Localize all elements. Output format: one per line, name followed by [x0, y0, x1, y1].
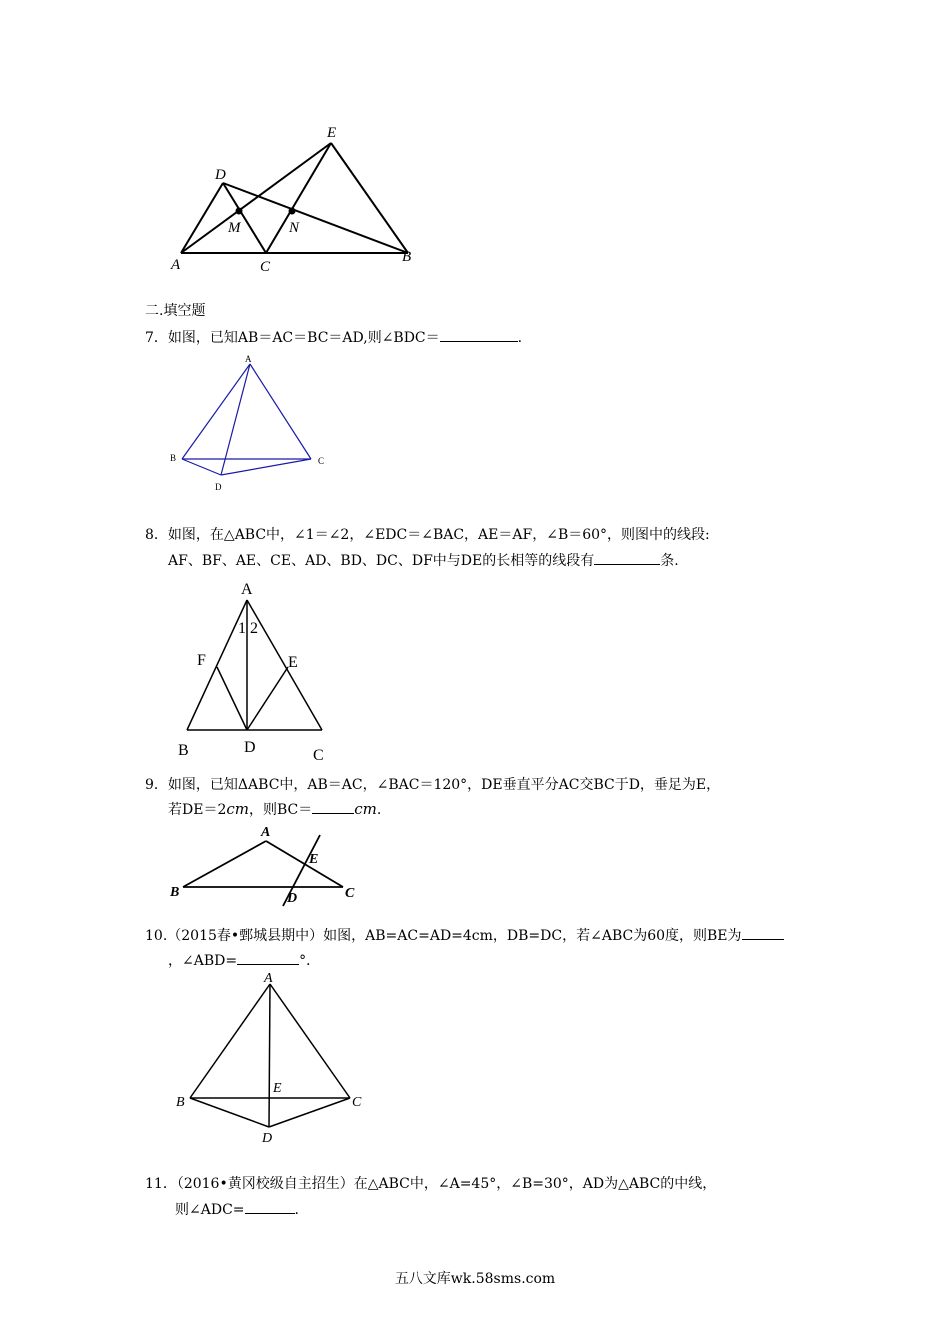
- label-b: B: [170, 885, 180, 900]
- q7-text: 如图，已知AB＝AC＝BC＝AD,则∠BDC＝: [167, 330, 440, 346]
- label-d: D: [262, 1131, 273, 1146]
- label-b: B: [176, 1095, 185, 1110]
- q11-line2-pre: 则∠ADC=: [175, 1202, 245, 1218]
- q8-number: 8．: [145, 527, 168, 543]
- label-c: C: [352, 1095, 362, 1110]
- label-a: A: [171, 257, 181, 273]
- figure-q6: [165, 120, 425, 275]
- label-d: D: [287, 891, 298, 906]
- question-9-line1: [145, 775, 720, 795]
- footer-text: 五八文库wk.58sms.com: [394, 1271, 556, 1287]
- label-e: E: [288, 654, 298, 671]
- figure-q7: [160, 350, 340, 500]
- label-n: N: [289, 220, 300, 236]
- q8-line2-pre: AF、BF、AE、CE、AD、BD、DC、DF中与DE的长相等的线段有: [168, 553, 595, 569]
- label-m: M: [228, 220, 241, 236]
- label-b: B: [402, 249, 412, 265]
- label-b: B: [178, 742, 189, 759]
- label-c: C: [313, 747, 324, 764]
- q8-line1: 如图，在△ABC中，∠1＝∠2，∠EDC＝∠BAC，AE＝AF，∠B＝60°，则图中的线段:: [167, 527, 710, 543]
- q10-line2-pre: ，∠ABD=: [168, 953, 238, 969]
- label-c: C: [318, 456, 325, 466]
- question-10-line1: [145, 925, 784, 946]
- q11-answer-blank[interactable]: [245, 1199, 295, 1214]
- q11-line2-end: .: [294, 1202, 299, 1218]
- section-title: 二.填空题: [145, 303, 206, 319]
- label-d: D: [244, 739, 256, 756]
- q10-number: 10.: [145, 928, 168, 944]
- q10-line2-post: °．: [299, 953, 321, 969]
- q7-answer-blank[interactable]: [440, 327, 518, 342]
- q9-line2-mid: ，则BC＝: [248, 802, 313, 818]
- question-9-line2: [168, 799, 381, 820]
- q9-answer-blank[interactable]: [312, 799, 354, 814]
- q9-line2-end: .: [376, 802, 382, 818]
- label-d: D: [215, 167, 226, 183]
- question-8-line1: [145, 525, 710, 545]
- figure-q9: [165, 820, 365, 908]
- q10-answer-blank-be[interactable]: [742, 925, 784, 940]
- figure-q10: [170, 970, 370, 1150]
- question-8-line2: [168, 550, 679, 571]
- label-a: A: [241, 581, 253, 598]
- q9-line1: 如图，已知ΔABC中，AB＝AC，∠BAC＝120°，DE垂直平分AC交BC于D，垂足为E，: [167, 777, 721, 793]
- label-e: E: [327, 125, 337, 141]
- label-e: E: [309, 852, 319, 867]
- label-a: A: [261, 825, 271, 840]
- question-11-line1: [145, 1174, 716, 1194]
- q8-line2-post: 条.: [660, 553, 679, 569]
- q8-answer-blank[interactable]: [594, 550, 660, 565]
- figure-q6-lines: [181, 143, 408, 253]
- label-c: C: [260, 259, 271, 275]
- question-11-line2: [175, 1199, 299, 1220]
- label-f: F: [197, 652, 206, 669]
- label-d: D: [215, 482, 222, 492]
- label-b: B: [170, 453, 177, 463]
- q9-unit: cm: [226, 800, 249, 818]
- question-10-line2: [168, 950, 320, 971]
- label-c: C: [345, 886, 355, 901]
- figure-q8: [170, 578, 340, 768]
- label-angle-1: 1: [238, 620, 246, 637]
- q11-number: 11．: [145, 1176, 177, 1192]
- label-e: E: [273, 1081, 282, 1096]
- q7-number: 7．: [145, 330, 168, 346]
- label-angle-2: 2: [250, 620, 258, 637]
- q10-answer-blank-abd[interactable]: [237, 950, 299, 965]
- point-m: [236, 208, 243, 215]
- q9-line2-pre: 若DE＝2: [168, 802, 227, 818]
- q11-line1: （2016•黄冈校级自主招生）在△ABC中，∠A=45°，∠B=30°，AD为△ABC的中线，: [176, 1176, 717, 1192]
- q10-line1: （2015春•鄄城县期中）如图，AB=AC=AD=4cm，DB=DC，若∠ABC为60度，则BE为: [167, 928, 742, 944]
- point-n: [289, 208, 296, 215]
- question-7: [145, 327, 522, 348]
- label-a: A: [264, 971, 273, 986]
- q9-unit-2: cm: [354, 800, 377, 818]
- label-a: A: [245, 354, 252, 364]
- q7-end: .: [517, 330, 523, 346]
- q9-number: 9．: [145, 777, 168, 793]
